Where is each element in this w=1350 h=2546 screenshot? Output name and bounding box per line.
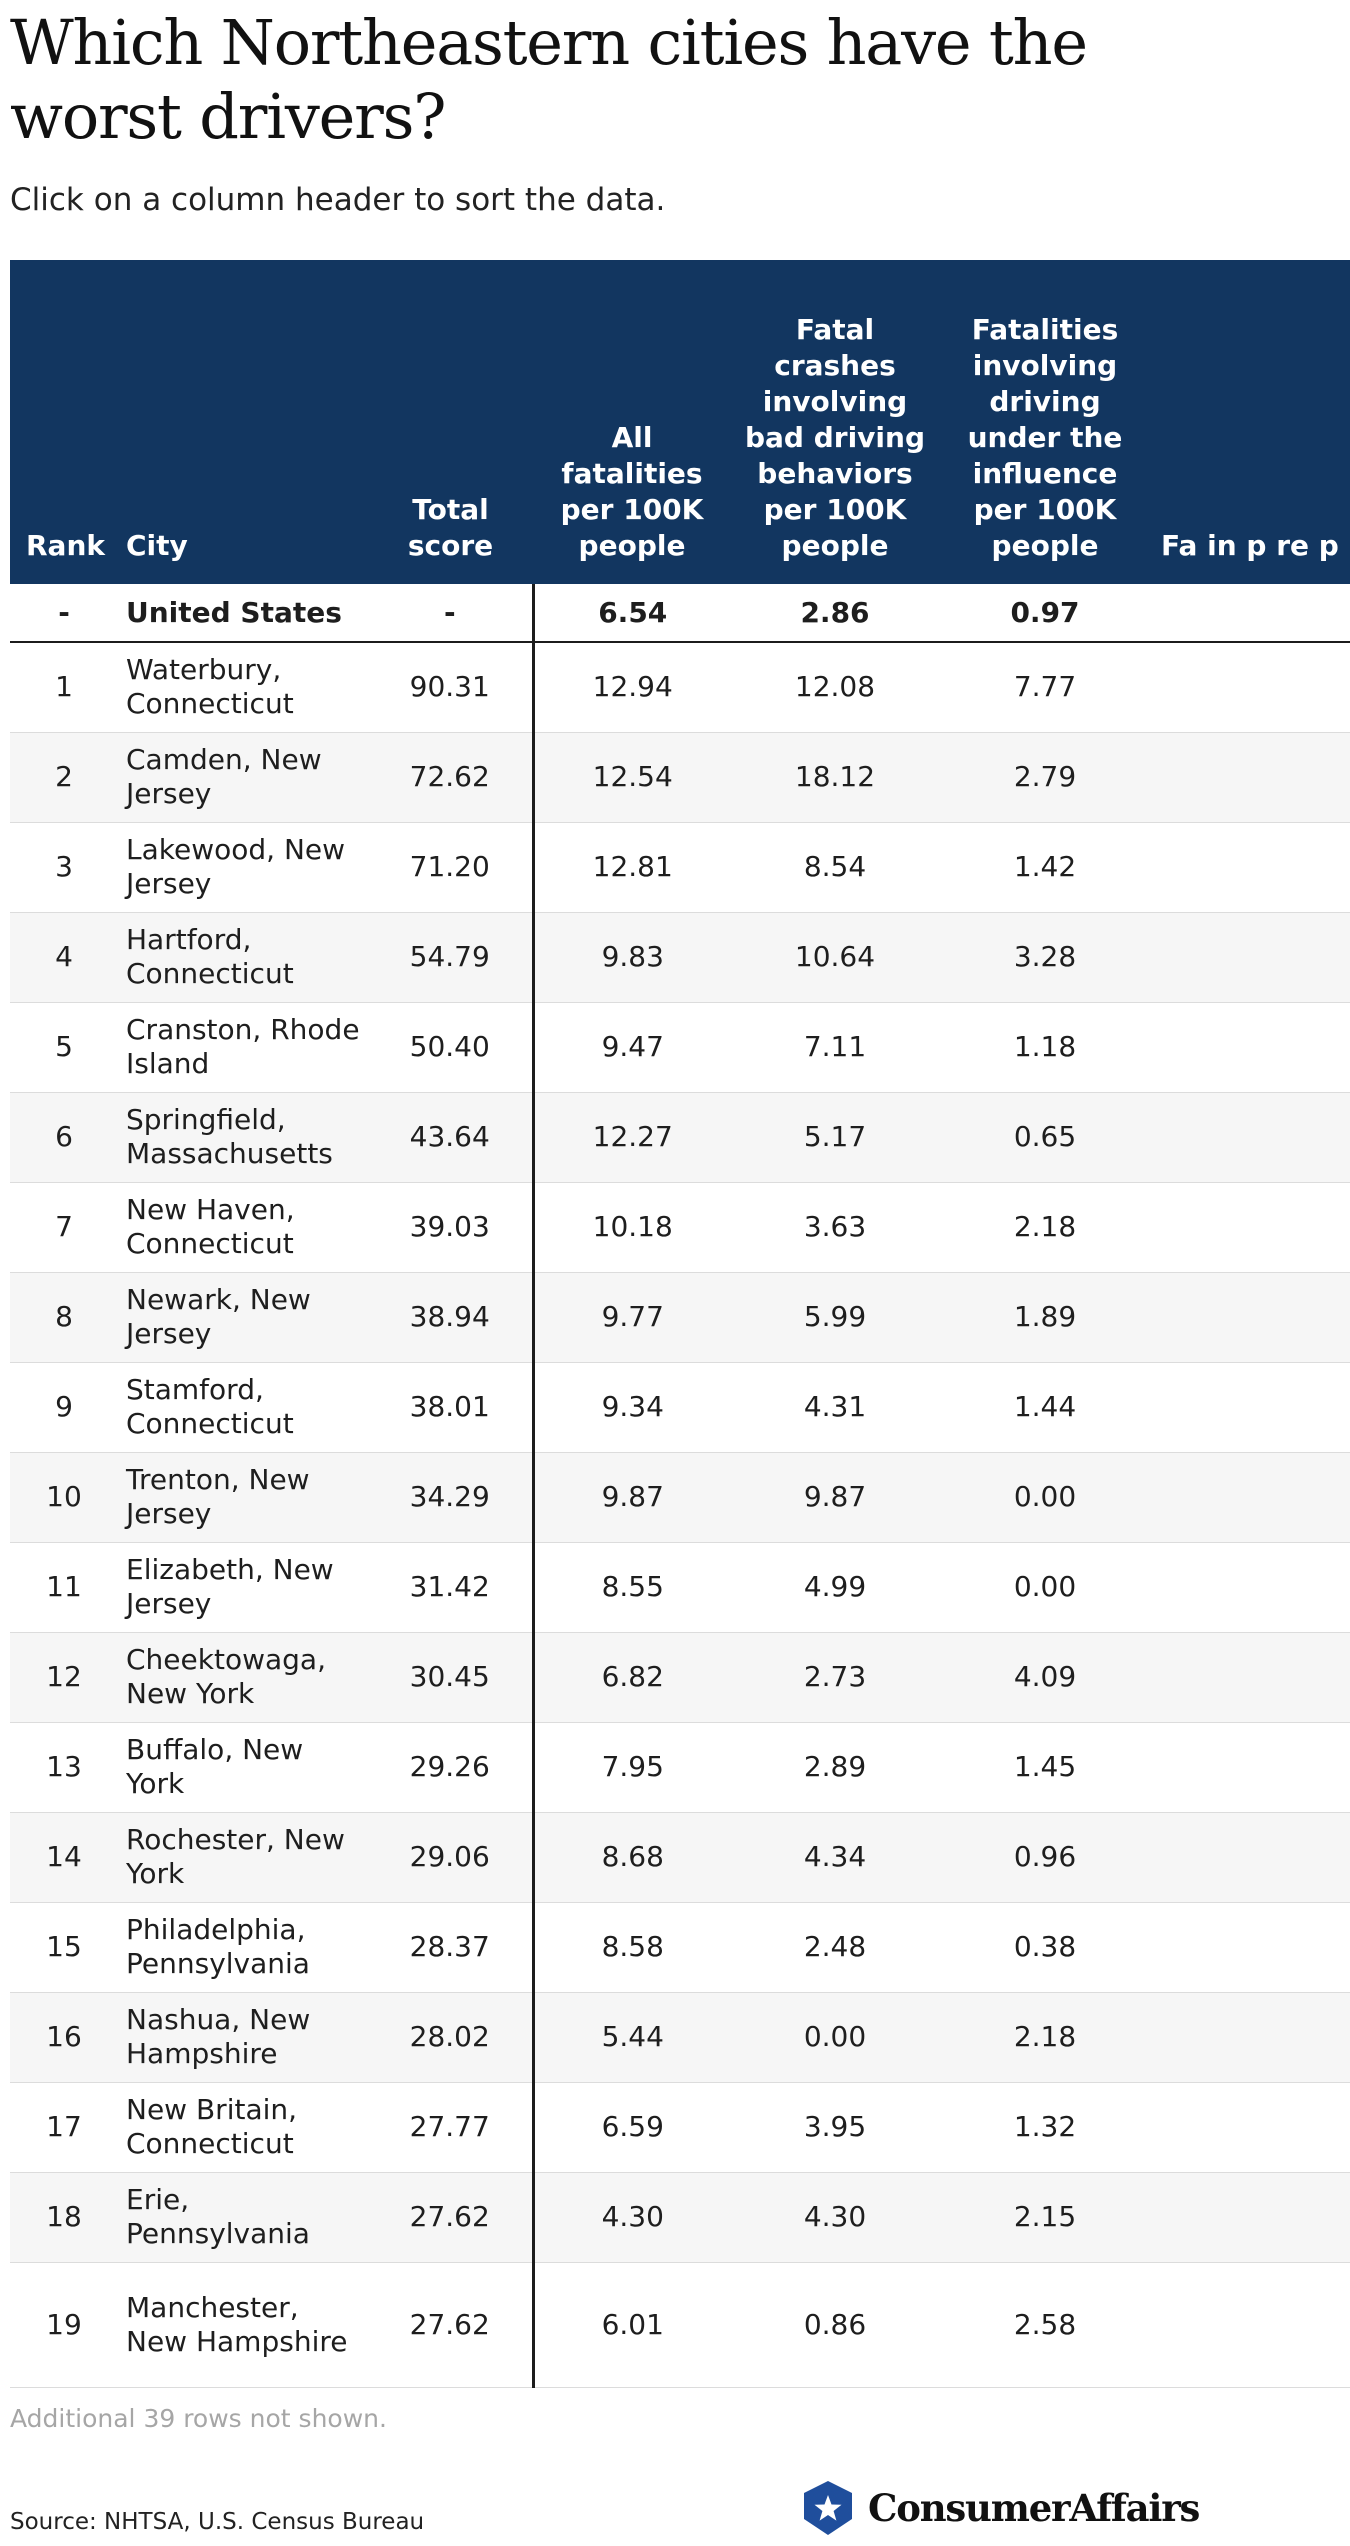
table-row xyxy=(10,1722,1350,1812)
cell-city: Nashua, New Hampshire xyxy=(118,1992,368,2082)
cell-all-fatalities: 8.55 xyxy=(533,1542,731,1632)
table-row xyxy=(10,1812,1350,1902)
cell-bad-driving: 4.30 xyxy=(731,2172,939,2262)
table-row xyxy=(10,1272,1350,1362)
cell-city: United States xyxy=(118,584,368,642)
cell-bad-driving: 4.34 xyxy=(731,1812,939,1902)
cell-city: Stamford, Connecticut xyxy=(118,1362,368,1452)
cell-all-fatalities: 12.27 xyxy=(533,1092,731,1182)
cell-bad-driving: 0.86 xyxy=(731,2262,939,2387)
cell-all-fatalities: 12.94 xyxy=(533,642,731,732)
cell-bad-driving: 4.31 xyxy=(731,1362,939,1452)
cell-all-fatalities: 9.83 xyxy=(533,912,731,1002)
cell-dui: 4.09 xyxy=(939,1632,1151,1722)
cell-city: New Britain, Connecticut xyxy=(118,2082,368,2172)
table-row xyxy=(10,642,1350,732)
table-row xyxy=(10,1002,1350,1092)
table-row xyxy=(10,912,1350,1002)
cell-rank: 10 xyxy=(10,1452,118,1542)
cell-all-fatalities: 6.59 xyxy=(533,2082,731,2172)
cell-total-score: 38.01 xyxy=(368,1362,533,1452)
cell-cut-off xyxy=(1151,822,1350,912)
table-row xyxy=(10,1452,1350,1542)
cell-city: Elizabeth, New Jersey xyxy=(118,1542,368,1632)
cell-city: Cheektowaga, New York xyxy=(118,1632,368,1722)
table-row xyxy=(10,732,1350,822)
cell-rank: 12 xyxy=(10,1632,118,1722)
cell-bad-driving: 2.89 xyxy=(731,1722,939,1812)
cell-all-fatalities: 10.18 xyxy=(533,1182,731,1272)
cell-city: Camden, New Jersey xyxy=(118,732,368,822)
cell-cut-off xyxy=(1151,1002,1350,1092)
cell-bad-driving: 2.48 xyxy=(731,1902,939,1992)
table-header xyxy=(10,260,1350,584)
cell-rank: 1 xyxy=(10,642,118,732)
cell-rank: 2 xyxy=(10,732,118,822)
cell-total-score: 90.31 xyxy=(368,642,533,732)
cell-dui: 2.79 xyxy=(939,732,1151,822)
cell-total-score: 27.77 xyxy=(368,2082,533,2172)
cell-city: Buffalo, New York xyxy=(118,1722,368,1812)
cell-total-score: 27.62 xyxy=(368,2262,533,2387)
table-header-row xyxy=(10,260,1350,584)
cell-dui: 1.45 xyxy=(939,1722,1151,1812)
cell-dui: 0.00 xyxy=(939,1542,1151,1632)
table-row xyxy=(10,2172,1350,2262)
cell-city: Manchester, New Hampshire xyxy=(118,2262,368,2387)
cell-bad-driving: 2.73 xyxy=(731,1632,939,1722)
cell-rank: 18 xyxy=(10,2172,118,2262)
cell-rank: 11 xyxy=(10,1542,118,1632)
cell-total-score: 34.29 xyxy=(368,1452,533,1542)
data-table-container[interactable] xyxy=(10,260,1339,2388)
cell-bad-driving: 10.64 xyxy=(731,912,939,1002)
cell-bad-driving: 5.99 xyxy=(731,1272,939,1362)
table-row xyxy=(10,1362,1350,1452)
consumeraffairs-logo xyxy=(800,2478,1210,2538)
cell-total-score: 50.40 xyxy=(368,1002,533,1092)
cell-all-fatalities: 9.34 xyxy=(533,1362,731,1452)
cell-dui: 0.00 xyxy=(939,1452,1151,1542)
cell-cut-off xyxy=(1151,732,1350,822)
cell-total-score: 28.37 xyxy=(368,1902,533,1992)
data-table xyxy=(10,260,1350,2388)
cell-dui: 2.18 xyxy=(939,1992,1151,2082)
cell-dui: 0.65 xyxy=(939,1092,1151,1182)
cell-dui: 2.15 xyxy=(939,2172,1151,2262)
cell-cut-off xyxy=(1151,1182,1350,1272)
cell-cut-off xyxy=(1151,642,1350,732)
cell-city: New Haven, Connecticut xyxy=(118,1182,368,1272)
cell-dui: 0.97 xyxy=(939,584,1151,642)
national-average-row xyxy=(10,584,1350,642)
cell-dui: 0.38 xyxy=(939,1902,1151,1992)
cell-cut-off xyxy=(1151,1272,1350,1362)
cell-bad-driving: 7.11 xyxy=(731,1002,939,1092)
cell-city: Springfield, Massachusetts xyxy=(118,1092,368,1182)
cell-dui: 1.44 xyxy=(939,1362,1151,1452)
cell-bad-driving: 5.17 xyxy=(731,1092,939,1182)
cell-cut-off xyxy=(1151,2082,1350,2172)
cell-city: Rochester, New York xyxy=(118,1812,368,1902)
page-title: Which Northeastern cities have the worst drivers? xyxy=(10,6,1087,153)
cell-dui: 2.18 xyxy=(939,1182,1151,1272)
cell-dui: 1.89 xyxy=(939,1272,1151,1362)
cell-rank: 4 xyxy=(10,912,118,1002)
cell-total-score: - xyxy=(368,584,533,642)
cell-cut-off xyxy=(1151,584,1350,642)
cell-city: Erie, Pennsylvania xyxy=(118,2172,368,2262)
column-header-rank[interactable]: Rank xyxy=(10,260,118,584)
cell-rank: - xyxy=(10,584,118,642)
cell-bad-driving: 3.95 xyxy=(731,2082,939,2172)
cell-total-score: 27.62 xyxy=(368,2172,533,2262)
cell-total-score: 43.64 xyxy=(368,1092,533,1182)
table-row xyxy=(10,2082,1350,2172)
cell-all-fatalities: 9.87 xyxy=(533,1452,731,1542)
column-header-total-score[interactable]: Total score xyxy=(368,260,533,584)
cell-all-fatalities: 8.68 xyxy=(533,1812,731,1902)
column-header-bad-driving[interactable]: Fatal crashes involving bad driving behaviors per 100K people xyxy=(731,260,939,584)
cell-dui: 0.96 xyxy=(939,1812,1151,1902)
cell-all-fatalities: 6.82 xyxy=(533,1632,731,1722)
cell-dui: 1.32 xyxy=(939,2082,1151,2172)
cell-bad-driving: 0.00 xyxy=(731,1992,939,2082)
cell-city: Philadelphia, Pennsylvania xyxy=(118,1902,368,1992)
cell-cut-off xyxy=(1151,2262,1350,2387)
cell-cut-off xyxy=(1151,1452,1350,1542)
cell-dui: 7.77 xyxy=(939,642,1151,732)
cell-cut-off xyxy=(1151,1722,1350,1812)
cell-bad-driving: 9.87 xyxy=(731,1452,939,1542)
star-shield-icon xyxy=(800,2479,856,2537)
cell-cut-off xyxy=(1151,1902,1350,1992)
column-header-city[interactable]: City xyxy=(118,260,368,584)
cell-cut-off xyxy=(1151,1092,1350,1182)
cell-city: Trenton, New Jersey xyxy=(118,1452,368,1542)
cell-cut-off xyxy=(1151,1542,1350,1632)
cell-all-fatalities: 6.54 xyxy=(533,584,731,642)
cell-total-score: 72.62 xyxy=(368,732,533,822)
cell-rank: 6 xyxy=(10,1092,118,1182)
cell-bad-driving: 12.08 xyxy=(731,642,939,732)
cell-rank: 9 xyxy=(10,1362,118,1452)
source-note: Source: NHTSA, U.S. Census Bureau xyxy=(10,2509,425,2535)
column-header-cut-off[interactable]: Fa in p re p xyxy=(1151,260,1350,584)
cell-city: Waterbury, Connecticut xyxy=(118,642,368,732)
page-subtitle: Click on a column header to sort the data. xyxy=(10,182,666,218)
cell-all-fatalities: 9.77 xyxy=(533,1272,731,1362)
logo-text: ConsumerAffairs xyxy=(868,2486,1200,2530)
cell-dui: 3.28 xyxy=(939,912,1151,1002)
cell-rank: 13 xyxy=(10,1722,118,1812)
cell-all-fatalities: 4.30 xyxy=(533,2172,731,2262)
table-row xyxy=(10,822,1350,912)
cell-cut-off xyxy=(1151,1992,1350,2082)
table-body xyxy=(10,584,1350,2387)
cell-bad-driving: 4.99 xyxy=(731,1542,939,1632)
cell-total-score: 38.94 xyxy=(368,1272,533,1362)
cell-total-score: 31.42 xyxy=(368,1542,533,1632)
column-header-all-fatalities[interactable]: All fatalities per 100K people xyxy=(533,260,731,584)
cell-total-score: 29.06 xyxy=(368,1812,533,1902)
cell-dui: 1.18 xyxy=(939,1002,1151,1092)
cell-cut-off xyxy=(1151,1812,1350,1902)
cell-rank: 8 xyxy=(10,1272,118,1362)
table-row xyxy=(10,1092,1350,1182)
cell-cut-off xyxy=(1151,1362,1350,1452)
table-row xyxy=(10,1542,1350,1632)
cell-total-score: 54.79 xyxy=(368,912,533,1002)
table-row xyxy=(10,1902,1350,1992)
table-row xyxy=(10,2262,1350,2387)
cell-rank: 16 xyxy=(10,1992,118,2082)
cell-all-fatalities: 8.58 xyxy=(533,1902,731,1992)
cell-bad-driving: 8.54 xyxy=(731,822,939,912)
cell-dui: 2.58 xyxy=(939,2262,1151,2387)
cell-dui: 1.42 xyxy=(939,822,1151,912)
cell-rank: 15 xyxy=(10,1902,118,1992)
cell-rank: 14 xyxy=(10,1812,118,1902)
cell-total-score: 71.20 xyxy=(368,822,533,912)
cell-total-score: 28.02 xyxy=(368,1992,533,2082)
cell-all-fatalities: 5.44 xyxy=(533,1992,731,2082)
cell-bad-driving: 2.86 xyxy=(731,584,939,642)
cell-city: Cranston, Rhode Island xyxy=(118,1002,368,1092)
cell-all-fatalities: 12.54 xyxy=(533,732,731,822)
cell-cut-off xyxy=(1151,2172,1350,2262)
cell-rank: 3 xyxy=(10,822,118,912)
column-header-dui[interactable]: Fatalities involving driving under the influence per 100K people xyxy=(939,260,1151,584)
cell-all-fatalities: 12.81 xyxy=(533,822,731,912)
cell-total-score: 39.03 xyxy=(368,1182,533,1272)
cell-all-fatalities: 6.01 xyxy=(533,2262,731,2387)
cell-rank: 5 xyxy=(10,1002,118,1092)
cell-bad-driving: 18.12 xyxy=(731,732,939,822)
footnote: Additional 39 rows not shown. xyxy=(10,2404,387,2433)
cell-city: Hartford, Connecticut xyxy=(118,912,368,1002)
cell-city: Newark, New Jersey xyxy=(118,1272,368,1362)
cell-cut-off xyxy=(1151,912,1350,1002)
cell-city: Lakewood, New Jersey xyxy=(118,822,368,912)
cell-rank: 19 xyxy=(10,2262,118,2387)
cell-total-score: 30.45 xyxy=(368,1632,533,1722)
table-row xyxy=(10,1632,1350,1722)
cell-cut-off xyxy=(1151,1632,1350,1722)
table-row xyxy=(10,1182,1350,1272)
cell-all-fatalities: 7.95 xyxy=(533,1722,731,1812)
cell-bad-driving: 3.63 xyxy=(731,1182,939,1272)
cell-rank: 17 xyxy=(10,2082,118,2172)
table-row xyxy=(10,1992,1350,2082)
cell-total-score: 29.26 xyxy=(368,1722,533,1812)
cell-all-fatalities: 9.47 xyxy=(533,1002,731,1092)
cell-rank: 7 xyxy=(10,1182,118,1272)
